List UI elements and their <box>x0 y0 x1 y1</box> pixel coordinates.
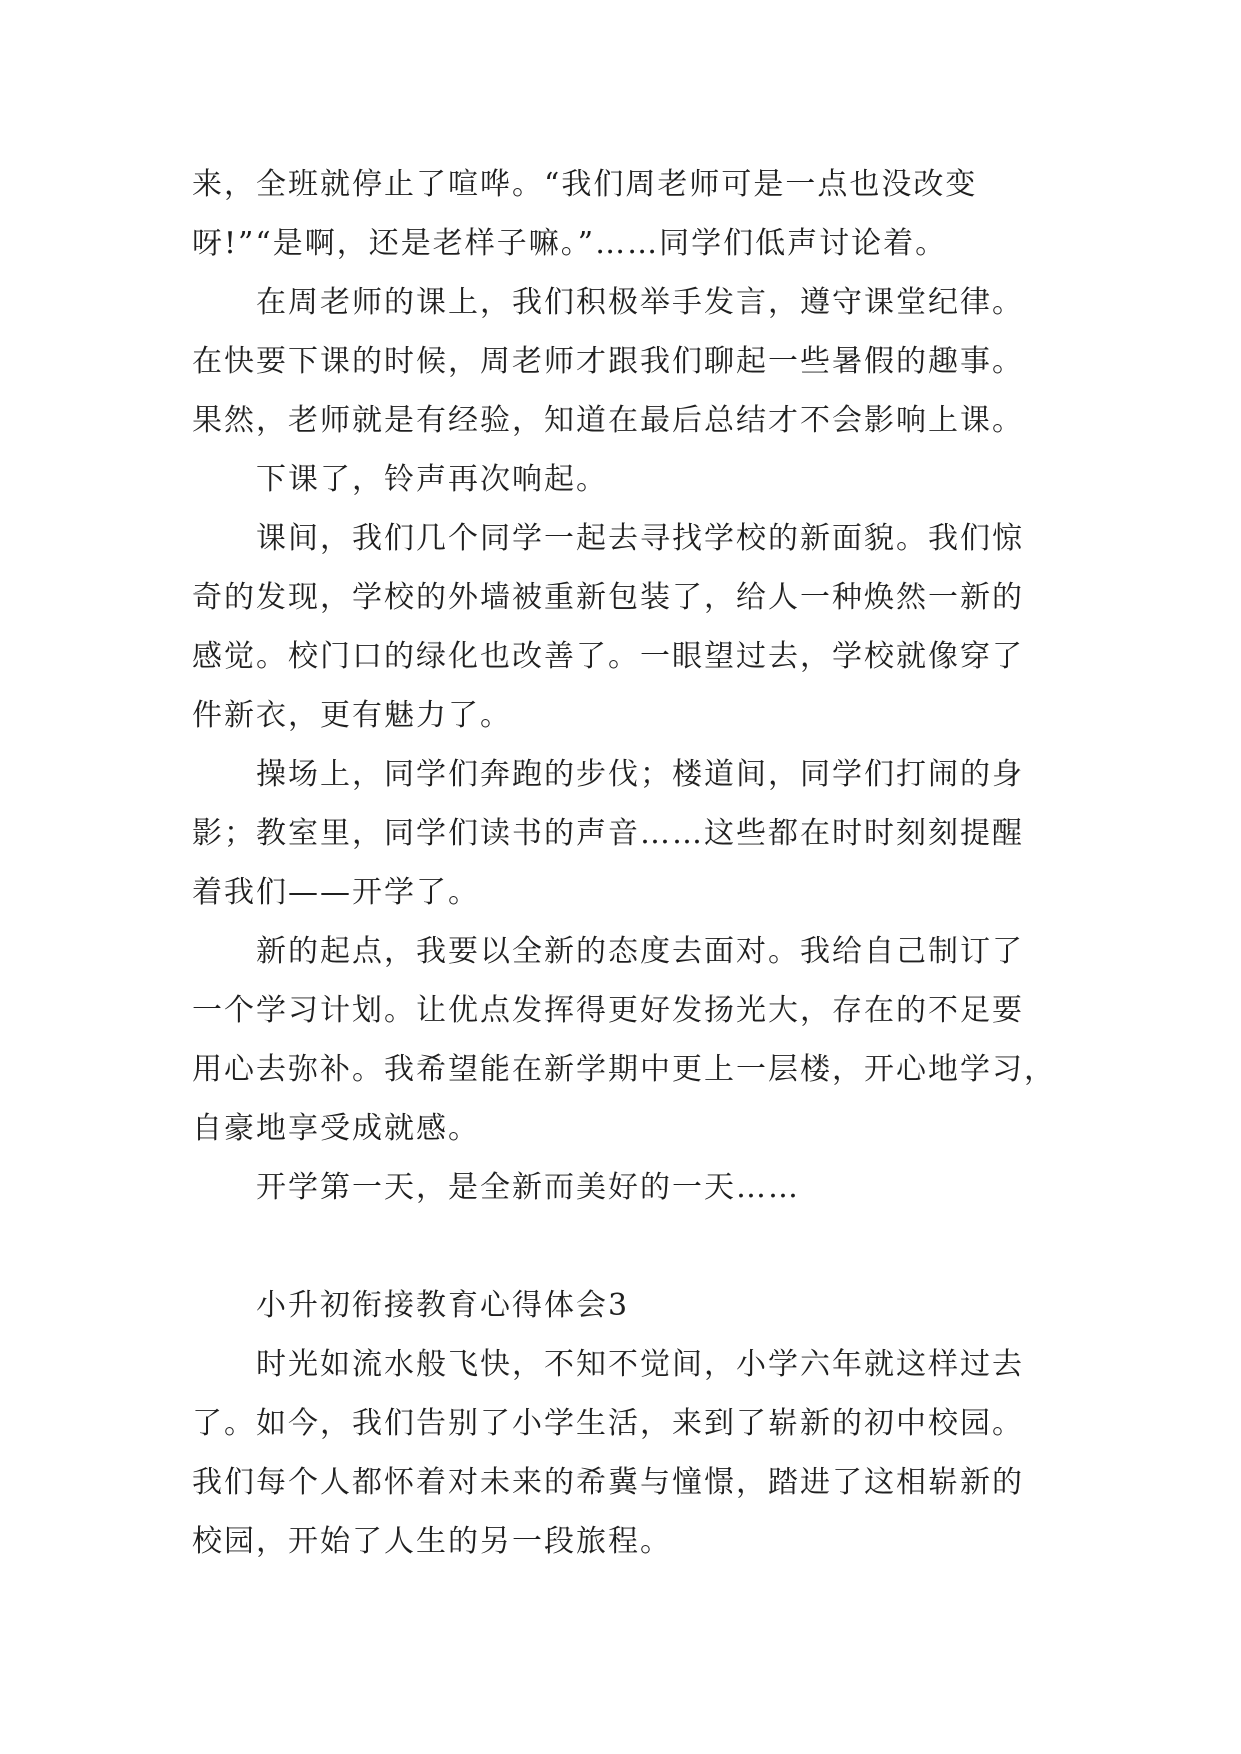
paragraph-start-line: 新的起点，我要以全新的态度去面对。我给自己制订了 <box>256 934 1024 969</box>
text-line: 果然，老师就是有经验，知道在最后总结才不会影响上课。 <box>192 403 1024 438</box>
text-line: 着我们——开学了。 <box>192 875 480 910</box>
paragraph-start-line: 开学第一天，是全新而美好的一天…… <box>256 1170 800 1205</box>
text-line: 用心去弥补。我希望能在新学期中更上一层楼，开心地学习， <box>192 1052 1056 1087</box>
text-line: 影；教室里，同学们读书的声音……这些都在时时刻刻提醒 <box>192 816 1024 851</box>
text-line: 感觉。校门口的绿化也改善了。一眼望过去，学校就像穿了 <box>192 639 1024 674</box>
text-line: 自豪地享受成就感。 <box>192 1111 480 1146</box>
section-gap <box>192 1217 1062 1276</box>
text-line: 了。如今，我们告别了小学生活，来到了崭新的初中校园。 <box>192 1406 1024 1441</box>
document-body <box>192 155 1062 1571</box>
text-line: 我们每个人都怀着对未来的希冀与憧憬，踏进了这相崭新的 <box>192 1465 1024 1500</box>
paragraph-start-line: 下课了，铃声再次响起。 <box>256 462 608 497</box>
paragraph-start-line: 操场上，同学们奔跑的步伐；楼道间，同学们打闹的身 <box>256 757 1024 792</box>
paragraph-start-line: 时光如流水般飞快，不知不觉间，小学六年就这样过去 <box>256 1347 1024 1382</box>
section-heading: 小升初衔接教育心得体会3 <box>256 1288 630 1323</box>
text-line: 件新衣，更有魅力了。 <box>192 698 512 733</box>
paragraph-start-line: 在周老师的课上，我们积极举手发言，遵守课堂纪律。 <box>256 285 1024 320</box>
text-line: 呀!”“是啊，还是老样子嘛。”……同学们低声讨论着。 <box>192 226 948 261</box>
text-line: 来，全班就停止了喧哗。“我们周老师可是一点也没改变 <box>192 167 978 202</box>
text-line: 在快要下课的时候，周老师才跟我们聊起一些暑假的趣事。 <box>192 344 1024 379</box>
text-line: 一个学习计划。让优点发挥得更好发扬光大，存在的不足要 <box>192 993 1024 1028</box>
text-line: 奇的发现，学校的外墙被重新包装了，给人一种焕然一新的 <box>192 580 1024 615</box>
paragraph-start-line: 课间，我们几个同学一起去寻找学校的新面貌。我们惊 <box>256 521 1024 556</box>
text-line: 校园，开始了人生的另一段旅程。 <box>192 1524 672 1559</box>
